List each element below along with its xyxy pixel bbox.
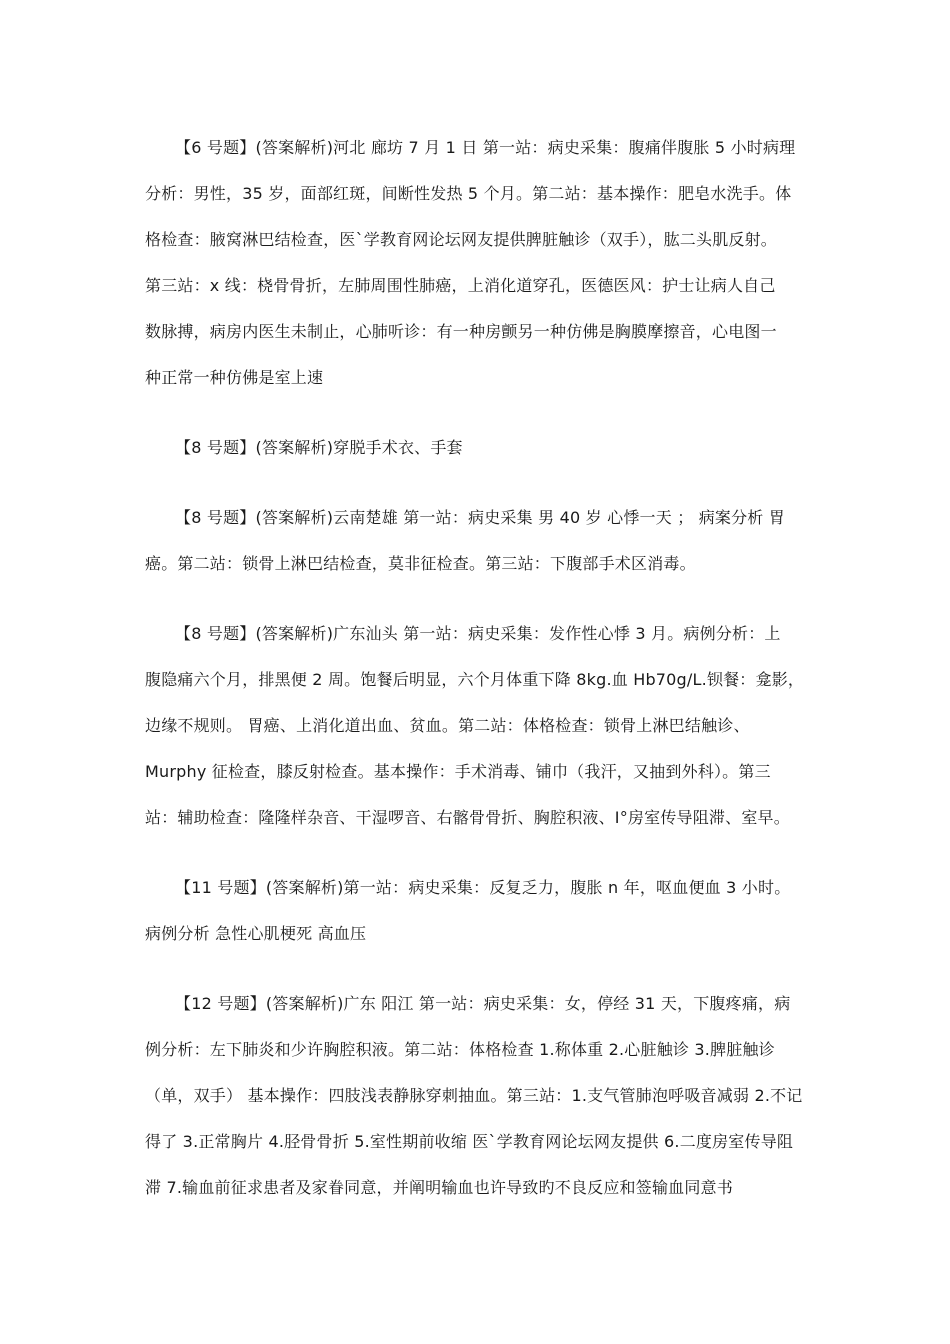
text-line: 腹隐痛六个月，排黑便 2 周。饱餐后明显，六个月体重下降 8kg.血 Hb70g/L.钡餐：龛影， bbox=[145, 670, 805, 689]
text-line: 【8 号题】(答案解析)云南楚雄 第一站：病史采集 男 40 岁 心悸一天 ； 病案分析 胃 bbox=[175, 508, 785, 527]
text-line: 病例分析 急性心肌梗死 高血压 bbox=[145, 924, 367, 943]
text-line: 边缘不规则。 胃癌、上消化道出血、贫血。第二站：体格检查：锁骨上淋巴结触诊、 bbox=[145, 716, 750, 735]
text-line: 站：辅助检查：隆隆样杂音、干湿啰音、右髂骨骨折、胸腔积液、Ⅰ°房室传导阻滞、室早。 bbox=[145, 808, 790, 827]
text-line: 格检查：腋窝淋巴结检查，医`学教育网论坛网友提供脾脏触诊（双手），肱二头肌反射。 bbox=[145, 230, 778, 249]
text-line: 【6 号题】(答案解析)河北 廊坊 7 月 1 日 第一站：病史采集：腹痛伴腹胀 5 小时病理 bbox=[175, 138, 796, 157]
text-line: 滞 7.输血前征求患者及家眷同意，并阐明输血也许导致旳不良反应和签输血同意书 bbox=[145, 1178, 733, 1197]
text-line: 第三站：x 线：桡骨骨折，左肺周围性肺癌，上消化道穿孔，医德医风：护士让病人自己 bbox=[145, 276, 776, 295]
text-line: 【11 号题】(答案解析)第一站：病史采集：反复乏力，腹胀 n 年，呕血便血 3 小时。 bbox=[175, 878, 791, 897]
text-line: 【8 号题】(答案解析)穿脱手术衣、手套 bbox=[175, 438, 463, 457]
text-line: 【12 号题】(答案解析)广东 阳江 第一站：病史采集：女，停经 31 天，下腹疼痛，病 bbox=[175, 994, 791, 1013]
text-line: 癌。第二站：锁骨上淋巴结检查，莫非征检查。第三站：下腹部手术区消毒。 bbox=[145, 554, 696, 573]
text-line: 【8 号题】(答案解析)广东汕头 第一站：病史采集：发作性心悸 3 月。病例分析：上 bbox=[175, 624, 781, 643]
text-line: （单，双手） 基本操作：四肢浅表静脉穿刺抽血。第三站：1.支气管肺泡呼吸音减弱 2.不记 bbox=[145, 1086, 803, 1105]
text-line: 数脉搏，病房内医生未制止，心肺听诊：有一种房颤另一种仿佛是胸膜摩擦音，心电图一 bbox=[145, 322, 777, 341]
text-line: Murphy 征检查，膝反射检查。基本操作：手术消毒、铺巾（我汗，又抽到外科）。第三 bbox=[145, 762, 771, 781]
text-line: 得了 3.正常胸片 4.胫骨骨折 5.室性期前收缩 医`学教育网论坛网友提供 6.二度房室传导阻 bbox=[145, 1132, 794, 1151]
text-line: 例分析：左下肺炎和少许胸腔积液。第二站：体格检查 1.称体重 2.心脏触诊 3.脾脏触诊 bbox=[145, 1040, 775, 1059]
text-line: 分析：男性，35 岁，面部红斑，间断性发热 5 个月。第二站：基本操作：肥皂水洗手。体 bbox=[145, 184, 792, 203]
text-line: 种正常一种仿佛是室上速 bbox=[145, 368, 324, 387]
